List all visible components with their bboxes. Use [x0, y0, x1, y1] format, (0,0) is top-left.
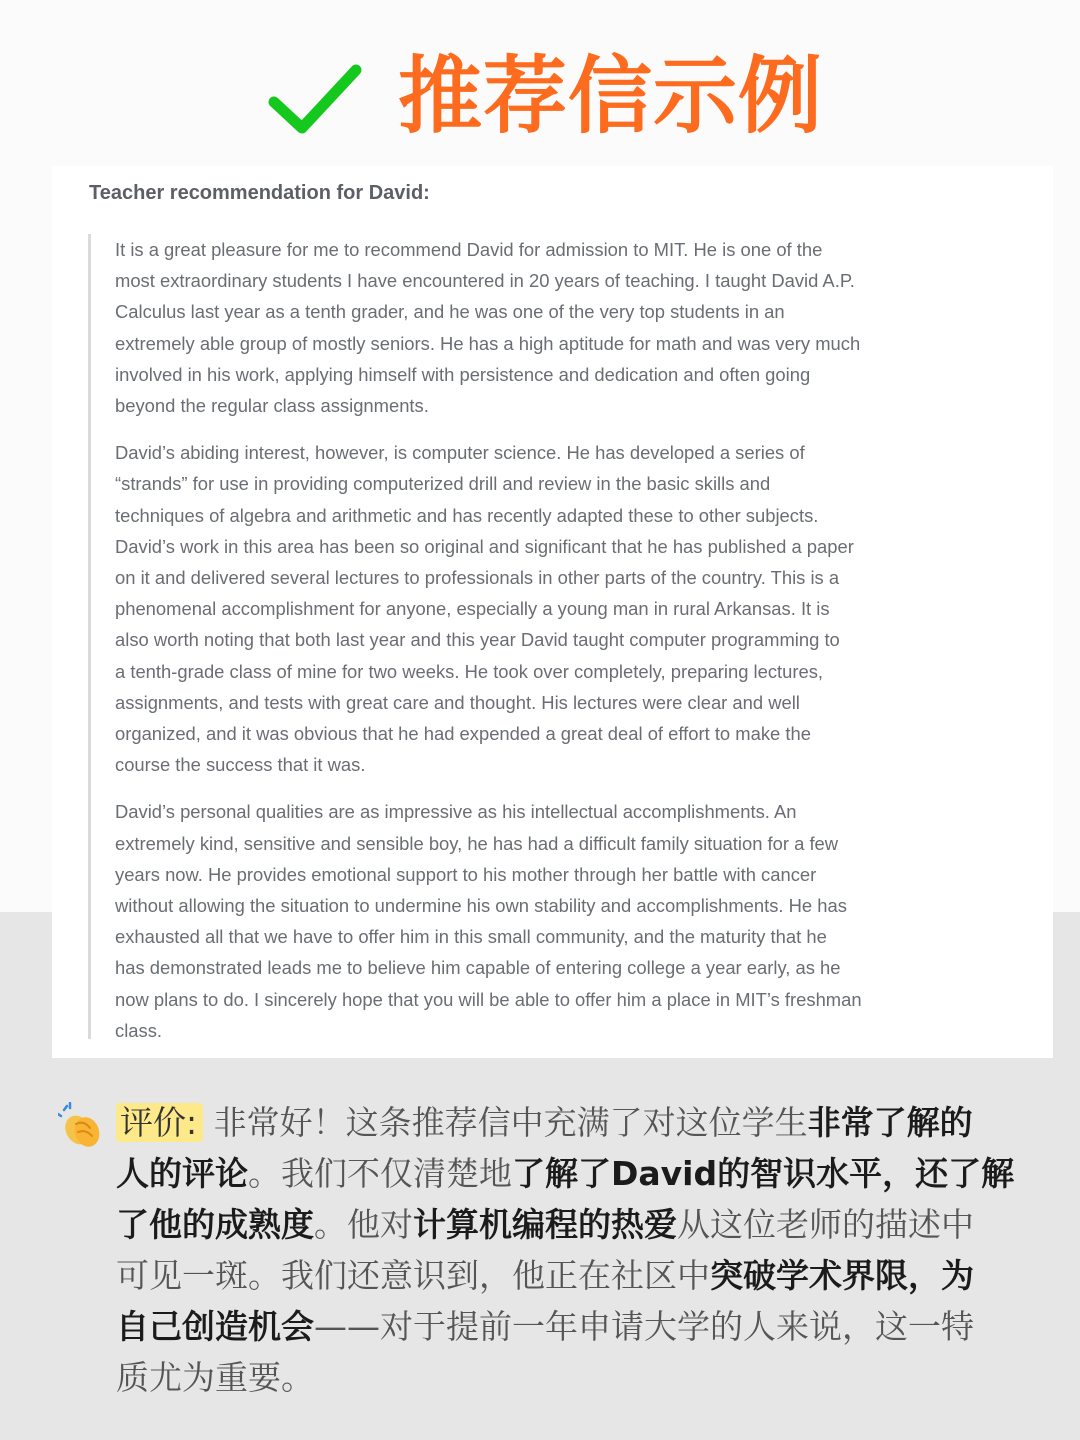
- text-segment-bold: 自己创造机会: [116, 1307, 314, 1346]
- text-segment-bold: 了他的成熟度: [116, 1205, 314, 1244]
- text-line: David’s abiding interest, however, is computer science. He has developed a series of: [115, 442, 805, 464]
- text-segment: ——对于提前一年申请大学的人来说，这一特: [314, 1307, 974, 1346]
- text-line: a tenth-grade class of mine for two weeks. He took over completely, preparing lectures,: [115, 660, 824, 682]
- text-line: “strands” for use in providing computerized drill and review in the basic skills and: [115, 473, 771, 495]
- text-line: techniques of algebra and arithmetic and has recently adapted these to other subjects.: [115, 504, 819, 526]
- text-line: beyond the regular class assignments.: [115, 395, 429, 417]
- text-line: extremely able group of mostly seniors. He has a high aptitude for math and was very much: [115, 332, 861, 354]
- text-line: involved in his work, applying himself with persistence and dedication and often going: [115, 363, 811, 385]
- text-segment: 。我们不仅清楚地: [248, 1154, 512, 1193]
- text-segment: 质尤为重要。: [116, 1358, 314, 1397]
- text-line: also worth noting that both last year and this year David taught computer programming to: [115, 629, 840, 651]
- letter-paragraph-3: [115, 796, 995, 1046]
- text-segment: 可见一斑。我们还意识到，他正在社区中: [116, 1256, 710, 1295]
- text-line: David’s work in this area has been so original and significant that he has published a paper: [115, 535, 854, 557]
- evaluation-line-4: [116, 1250, 1014, 1301]
- text-line: on it and delivered several lectures to professionals in other parts of the country. This is a: [115, 567, 840, 589]
- evaluation-text: [116, 1097, 1014, 1403]
- text-line: phenomenal accomplishment for anyone, especially a young man in rural Arkansas. It is: [115, 598, 830, 620]
- text-line: Calculus last year as a tenth grader, and he was one of the very top students in an: [115, 301, 785, 323]
- text-segment: 非常好！这条推荐信中充满了对这位学生: [213, 1103, 808, 1142]
- evaluation-line-1: [116, 1097, 1014, 1148]
- text-line: has demonstrated leads me to believe him capable of entering college a year early, as he: [115, 957, 841, 979]
- evaluation-section: [0, 1094, 1080, 1414]
- text-line: now plans to do. I sincerely hope that you will be able to offer him a place in MIT’s freshman: [115, 988, 862, 1010]
- text-segment-bold: 了解了David的智识水平，还了解: [512, 1154, 1015, 1193]
- text-line: without allowing the situation to undermine his own stability and accomplishments. He has: [115, 895, 847, 917]
- text-line: It is a great pleasure for me to recommend David for admission to MIT. He is one of the: [115, 239, 823, 260]
- text-line: class.: [115, 1019, 163, 1041]
- evaluation-line-5: [116, 1301, 1014, 1352]
- evaluation-label: 评价:: [116, 1103, 203, 1142]
- text-line: organized, and it was obvious that he had expended a great deal of effort to make the: [115, 723, 811, 745]
- text-line: most extraordinary students I have encountered in 20 years of teaching. I taught David A.P.: [115, 270, 855, 292]
- header: [0, 40, 1080, 160]
- text-line: extremely kind, sensitive and sensible boy, he has had a difficult family situation for a few: [115, 832, 839, 854]
- text-segment-bold: 计算机编程的热爱: [413, 1205, 677, 1244]
- text-line: course the success that it was.: [115, 754, 366, 776]
- evaluation-line-2: [116, 1148, 1014, 1199]
- page-title: 推荐信示例: [398, 47, 824, 145]
- check-icon: [268, 62, 362, 138]
- text-segment: 。他对: [314, 1205, 413, 1244]
- evaluation-line-3: [116, 1199, 1014, 1250]
- text-line: exhausted all that we have to offer him in this small community, and the maturity that he: [115, 926, 827, 948]
- letter-paragraph-2: [115, 437, 995, 780]
- text-segment-bold: 人的评论: [116, 1154, 248, 1193]
- clapping-hands-icon: [58, 1102, 106, 1150]
- text-segment: 从这位老师的描述中: [677, 1205, 974, 1244]
- text-line: David’s personal qualities are as impressive as his intellectual accomplishments. An: [115, 801, 797, 823]
- text-segment-bold: 非常了解的: [807, 1103, 973, 1142]
- text-line: assignments, and tests with great care and thought. His lectures were clear and well: [115, 691, 800, 713]
- letter-body: [88, 234, 1011, 1039]
- text-segment-bold: 突破学术界限，为: [710, 1256, 974, 1295]
- letter-heading: Teacher recommendation for David:: [89, 182, 430, 204]
- recommendation-letter-card: [52, 166, 1053, 1058]
- letter-paragraph-1: [115, 234, 995, 421]
- evaluation-line-6: [116, 1352, 1014, 1403]
- text-line: years now. He provides emotional support to his mother through her battle with cancer: [115, 863, 817, 885]
